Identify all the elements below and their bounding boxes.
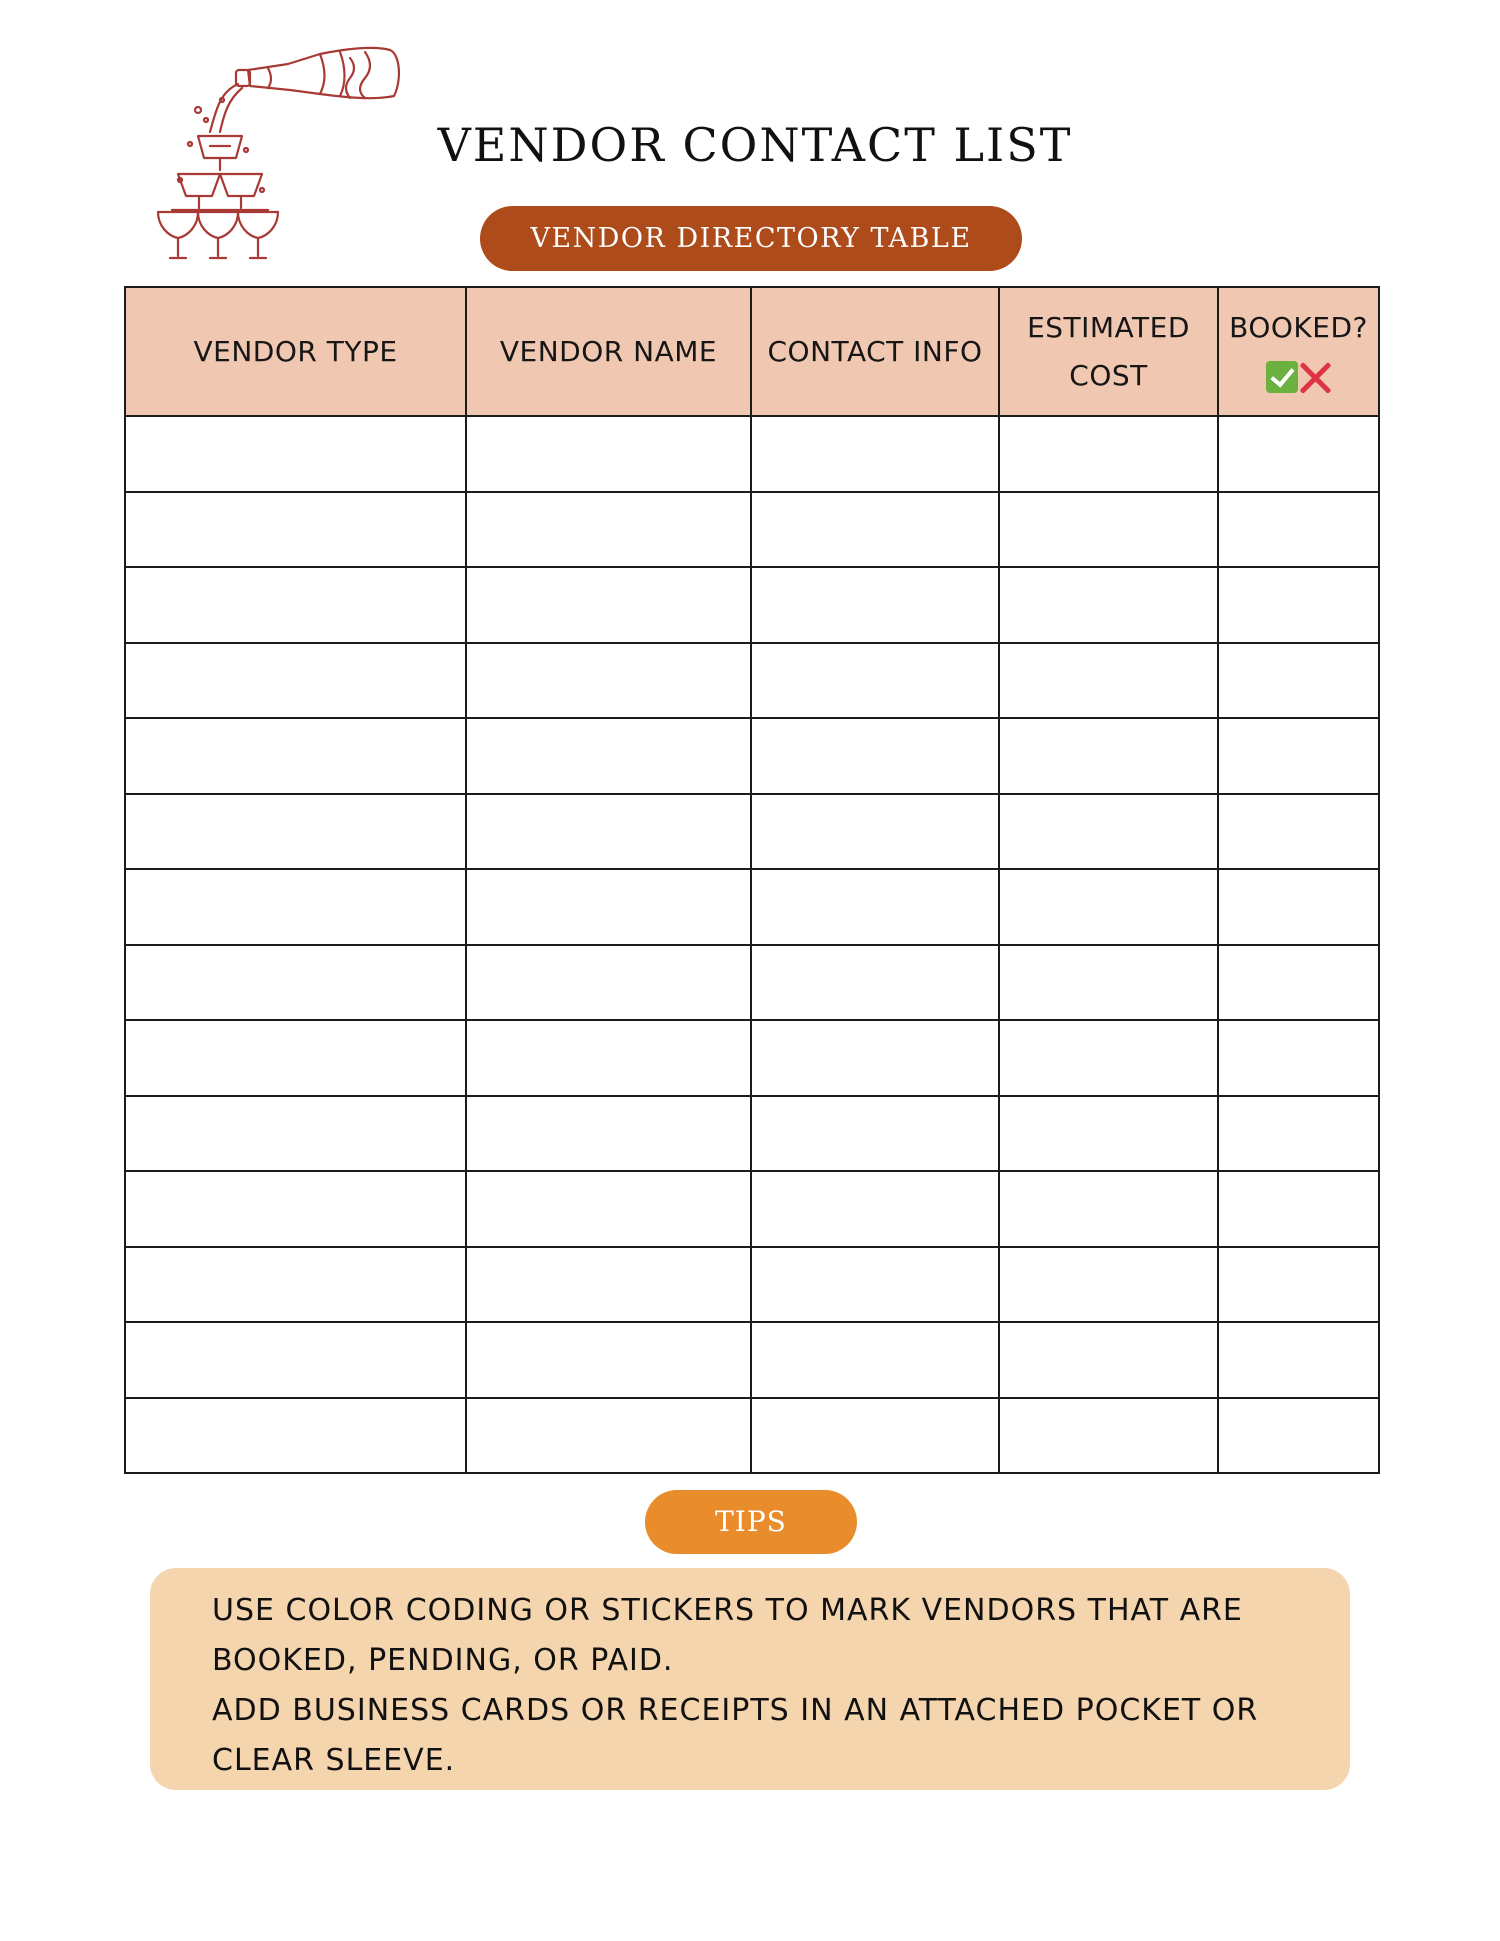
vendor-name-cell[interactable] (466, 945, 751, 1021)
booked-cell[interactable] (1218, 567, 1379, 643)
column-header-vendor-type: VENDOR TYPE (125, 287, 466, 416)
column-header-estimated-cost: ESTIMATED COST (999, 287, 1218, 416)
table-row (125, 794, 1379, 870)
table-row (125, 643, 1379, 719)
contact-info-cell[interactable] (751, 1020, 999, 1096)
table-row (125, 416, 1379, 492)
vendor-name-cell[interactable] (466, 1322, 751, 1398)
estimated-cost-cell[interactable] (999, 1322, 1218, 1398)
cross-mark-icon (1298, 360, 1332, 394)
glass-tier-middle (172, 174, 268, 210)
estimated-cost-cell[interactable] (999, 1398, 1218, 1474)
estimated-cost-cell[interactable] (999, 869, 1218, 945)
table-row (125, 1398, 1379, 1474)
estimated-cost-cell[interactable] (999, 1171, 1218, 1247)
table-row (125, 869, 1379, 945)
booked-cell[interactable] (1218, 492, 1379, 568)
booked-cell[interactable] (1218, 1398, 1379, 1474)
vendor-name-cell[interactable] (466, 1171, 751, 1247)
vendor-table (124, 286, 1380, 1474)
tip-item: USE COLOR CODING OR STICKERS TO MARK VENDORS THAT ARE BOOKED, PENDING, OR PAID. (212, 1593, 1243, 1678)
vendor-name-cell[interactable] (466, 1398, 751, 1474)
vendor-name-cell[interactable] (466, 416, 751, 492)
tips-badge: TIPS (645, 1490, 857, 1554)
vendor-name-cell[interactable] (466, 567, 751, 643)
estimated-cost-cell[interactable] (999, 643, 1218, 719)
vendor-type-cell[interactable] (125, 1171, 466, 1247)
table-row (125, 718, 1379, 794)
vendor-name-cell[interactable] (466, 643, 751, 719)
table-row (125, 567, 1379, 643)
vendor-name-cell[interactable] (466, 869, 751, 945)
contact-info-cell[interactable] (751, 1398, 999, 1474)
contact-info-cell[interactable] (751, 416, 999, 492)
contact-info-cell[interactable] (751, 1322, 999, 1398)
glass-tier-bottom (158, 212, 278, 258)
vendor-type-cell[interactable] (125, 567, 466, 643)
booked-cell[interactable] (1218, 1247, 1379, 1323)
estimated-cost-cell[interactable] (999, 567, 1218, 643)
booked-cell[interactable] (1218, 945, 1379, 1021)
vendor-name-cell[interactable] (466, 794, 751, 870)
vendor-type-cell[interactable] (125, 1247, 466, 1323)
contact-info-cell[interactable] (751, 1247, 999, 1323)
vendor-type-cell[interactable] (125, 416, 466, 492)
table-row (125, 1171, 1379, 1247)
table-row (125, 1096, 1379, 1172)
vendor-name-cell[interactable] (466, 718, 751, 794)
contact-info-cell[interactable] (751, 567, 999, 643)
vendor-type-cell[interactable] (125, 1020, 466, 1096)
estimated-cost-cell[interactable] (999, 794, 1218, 870)
vendor-name-cell[interactable] (466, 1096, 751, 1172)
vendor-type-cell[interactable] (125, 1096, 466, 1172)
table-row (125, 945, 1379, 1021)
booked-cell[interactable] (1218, 643, 1379, 719)
section-subtitle-badge: VENDOR DIRECTORY TABLE (480, 206, 1022, 271)
check-mark-icon (1266, 361, 1298, 393)
booked-cell[interactable] (1218, 869, 1379, 945)
booked-cell[interactable] (1218, 794, 1379, 870)
booked-cell[interactable] (1218, 1020, 1379, 1096)
contact-info-cell[interactable] (751, 945, 999, 1021)
table-row (125, 1322, 1379, 1398)
contact-info-cell[interactable] (751, 1171, 999, 1247)
booked-cell[interactable] (1218, 1096, 1379, 1172)
column-header-vendor-name: VENDOR NAME (466, 287, 751, 416)
vendor-type-cell[interactable] (125, 718, 466, 794)
column-header-booked: BOOKED? (1218, 287, 1379, 416)
contact-info-cell[interactable] (751, 492, 999, 568)
booked-cell[interactable] (1218, 416, 1379, 492)
estimated-cost-cell[interactable] (999, 416, 1218, 492)
contact-info-cell[interactable] (751, 643, 999, 719)
contact-info-cell[interactable] (751, 1096, 999, 1172)
booked-cell[interactable] (1218, 718, 1379, 794)
table-row (125, 492, 1379, 568)
estimated-cost-cell[interactable] (999, 1020, 1218, 1096)
table-row (125, 1020, 1379, 1096)
estimated-cost-cell[interactable] (999, 945, 1218, 1021)
contact-info-cell[interactable] (751, 794, 999, 870)
table-header-row (125, 287, 1379, 416)
vendor-name-cell[interactable] (466, 1020, 751, 1096)
champagne-bottle-icon (236, 48, 399, 98)
vendor-type-cell[interactable] (125, 1398, 466, 1474)
vendor-type-cell[interactable] (125, 1322, 466, 1398)
contact-info-cell[interactable] (751, 869, 999, 945)
vendor-type-cell[interactable] (125, 869, 466, 945)
booked-cell[interactable] (1218, 1171, 1379, 1247)
column-header-contact-info: CONTACT INFO (751, 287, 999, 416)
estimated-cost-cell[interactable] (999, 718, 1218, 794)
estimated-cost-cell[interactable] (999, 1247, 1218, 1323)
tip-item: ADD BUSINESS CARDS OR RECEIPTS IN AN ATTACHED POCKET OR CLEAR SLEEVE. (212, 1693, 1259, 1778)
vendor-name-cell[interactable] (466, 1247, 751, 1323)
estimated-cost-cell[interactable] (999, 492, 1218, 568)
contact-info-cell[interactable] (751, 718, 999, 794)
vendor-type-cell[interactable] (125, 794, 466, 870)
estimated-cost-cell[interactable] (999, 1096, 1218, 1172)
tips-box (150, 1568, 1350, 1790)
vendor-type-cell[interactable] (125, 492, 466, 568)
table-row (125, 1247, 1379, 1323)
vendor-type-cell[interactable] (125, 945, 466, 1021)
vendor-type-cell[interactable] (125, 643, 466, 719)
page-title: VENDOR CONTACT LIST (437, 118, 1073, 172)
vendor-name-cell[interactable] (466, 492, 751, 568)
booked-cell[interactable] (1218, 1322, 1379, 1398)
